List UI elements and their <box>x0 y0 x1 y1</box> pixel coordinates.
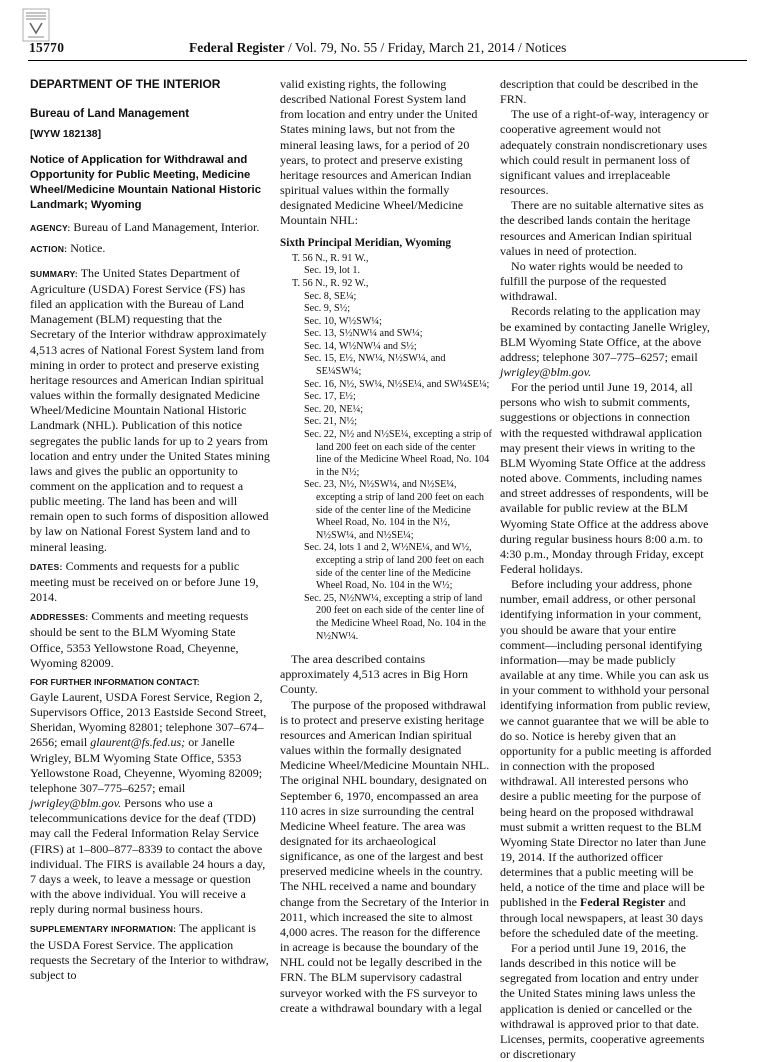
paragraph: There are no suitable alternative sites as the described lands contain the heritage resources and American Indian spiritual values in need of protection. <box>500 198 704 258</box>
summary-section: SUMMARY: The United States Department of Agriculture (USDA) Forest Service (FS) has filed an application with the Bureau of Land Management (BLM) requesting that the Secretary of the Interior withdraw approximately 4,513 acres of National Forest System land from mining in order to protect and preserve existing heritage resources and American Indian spiritual values within the formally designated Medicine Wheel/Medicine Mountain National Historic Landmark (NHL). Publication of this notice segregates the public lands for up to 2 years from location and entry under the United States mining laws and gives the public an opportunity to comment on the application and to request a public meeting. The land has been and will remain open to such forms of disposition allowed by law on National Forest System land and to mineral leasing. <box>30 265 270 554</box>
docket-number: [WYW 182138] <box>30 129 102 141</box>
land-description-item: Sec. 22, N½ and N½SE¼, excepting a strip of land 200 feet on each side of the center line of the Medicine Wheel Road, No. 104 in the N½; <box>304 429 492 478</box>
comments-paragraph: For the period until June 19, 2014, all persons who wish to submit comments, suggestions or objections in connection with the requested withdrawal application may present their views in writing to the BLM Wyoming State Office at the address noted above. Comments, including names and street addresses of respondents, will be available for public review at the BLM Wyoming State Office at the address above during regular business hours 8:00 a.m. to 4:30 p.m., Monday through Friday, except Federal holidays. <box>500 380 709 576</box>
land-description-list <box>280 253 492 643</box>
area-paragraph: The area described contains approximately 4,513 acres in Big Horn County. <box>280 652 469 697</box>
land-description-item: Sec. 25, N½NW¼, excepting a strip of land 200 feet on each side of the center line of the Medicine Wheel Road, No. 104 in the N½NW¼. <box>304 592 486 642</box>
land-description-item: Sec. 24, lots 1 and 2, W½NE¼, and W½, excepting a strip of land 200 feet on each side of the center line of the Medicine Wheel Road, No. 104 in the W½; <box>304 542 485 592</box>
land-description-item: Sec. 8, SE¼; <box>304 290 357 302</box>
action-line: ACTION: Notice. <box>30 240 106 255</box>
supplementary-section: SUPPLEMENTARY INFORMATION: The applicant is the USDA Forest Service. The application requests the Secretary of the Interior to withdraw, subject to <box>30 921 269 982</box>
land-description-item: Sec. 10, W½SW¼; <box>304 315 382 327</box>
publication-name: Federal Register <box>189 40 285 55</box>
dates-section: DATES: Comments and requests for a public meeting must be received on or before June 19, 2014. <box>30 558 259 605</box>
land-description-item: T. 56 N., R. 92 W., <box>292 277 369 289</box>
land-description-item: Sec. 13, S½NW¼ and SW¼; <box>304 328 423 340</box>
meridian-heading: Sixth Principal Meridian, Wyoming <box>280 236 451 249</box>
column-3 <box>500 77 712 1062</box>
running-header <box>189 40 566 56</box>
addresses-section: ADDRESSES: Comments and meeting requests should be sent to the BLM Wyoming State Office, 5353 Yellowstone Road, Cheyenne, Wyoming 82009. <box>30 609 249 670</box>
land-description-item: Sec. 21, N½; <box>304 416 357 428</box>
land-description-item: Sec. 16, N½, SW¼, N½SE¼, and SW¼SE¼; <box>304 378 490 390</box>
land-description-item: Sec. 9, S½; <box>304 303 351 315</box>
purpose-paragraph: The purpose of the proposed withdrawal is to protect and preserve existing heritage resources and American Indian spiritual values within the formally designated Medicine Wheel/Medicine Mountain NHL. The original NHL boundary, designated on September 6, 1970, encompassed an area 110 acres in size surrounding the central Medicine Wheel feature. The area was designated for its archaeological significance, as one of the largest and best preserved medicine wheels in the country. The NHL received a name and boundary change from the Secretary of the Interior in 2011, which increased the site to almost 4,000 acres. The reason for the difference in acreage is because the boundary of the NHL could not be legally described in the FRN. The BLM supervisory cadastral surveyor worked with the FS surveyor to create a withdrawal boundary with a legal <box>280 697 490 1015</box>
email-link[interactable]: glaurent@fs.fed.us; <box>90 735 186 750</box>
agency-line: AGENCY: Bureau of Land Management, Interior. <box>30 220 260 235</box>
land-description-item: Sec. 20, NE¼; <box>304 403 364 415</box>
email-link[interactable]: jwrigley@blm.gov. <box>500 364 592 379</box>
agency-heading: DEPARTMENT OF THE INTERIOR <box>30 77 221 91</box>
column-2 <box>280 77 492 1016</box>
issue-info: / Vol. 79, No. 55 / Friday, March 21, 2014 / Notices <box>284 40 567 55</box>
privacy-paragraph: Before including your address, phone number, email address, or other personal identifying information in your comment, you should be aware that your entire comment—including personal identifying information—may be made publicly available at any time. While you can ask us in your comment to withhold your personal identifying information from public review, we cannot guarantee that we will be able to do so. Notice is hereby given that an opportunity for a public meeting is afforded in connection with the proposed withdrawal. All interested persons who desire a public meeting for the purpose of being heard on the proposed withdrawal must submit a written request to the BLM Wyoming State Director no later than June 19, 2014. If the authorized officer determines that a public meeting will be held, a notice of the time and place will be published in the Federal Register and through local newspapers, at least 30 days before the scheduled date of the meeting. <box>500 577 712 940</box>
land-description-item: Sec. 23, N½, N½SW¼, and N½SE¼, excepting a strip of land 200 feet on each side of the center line of the Medicine Wheel Road, No. 104 in the N½, N½SW¼, and N½SE¼; <box>304 479 485 541</box>
land-description-item: Sec. 14, W½NW¼ and S½; <box>304 340 417 352</box>
contact-heading: FOR FURTHER INFORMATION CONTACT: <box>30 676 200 687</box>
land-description-item: Sec. 19, lot 1. <box>304 265 361 277</box>
bureau-heading: Bureau of Land Management <box>30 107 190 121</box>
land-description-item: T. 56 N., R. 91 W., <box>292 252 369 264</box>
page-number: 15770 <box>29 40 65 55</box>
land-description-item: Sec. 17, E½; <box>304 391 356 403</box>
gpo-authenticated-seal-icon <box>22 8 50 42</box>
contact-section: Gayle Laurent, USDA Forest Service, Region 2, Supervisors Office, 2013 Eastside Second Street, Sheridan, Wyoming 82801; telephone 307–674–2656; email glaurent@fs.fed.us; or Janelle Wrigley, BLM Wyoming State Office, 5353 Yellowstone Road, Cheyenne, Wyoming 82009; telephone 307–775–6257; email jwrigley@blm.gov. Persons who use a telecommunications device for the deaf (TDD) may call the Federal Information Relay Service (FIRS) at 1–800–877–8339 to contact the above individual. The FIRS is available 24 hours a day, 7 days a week, to leave a message or question with the above individual. You will receive a reply during normal business hours. <box>30 690 267 917</box>
segregation-paragraph: For a period until June 19, 2016, the lands described in this notice will be segregated from location and entry under the United States mining laws unless the application is denied or cancelled or the withdrawal is approved prior to that date. Licenses, permits, cooperative agreements or discretionary <box>500 940 705 1061</box>
document-title: Notice of Application for Withdrawal and Opportunity for Public Meeting, Medicine Wheel/Medicine Mountain National Historic Landmark; Wyoming <box>30 154 261 212</box>
land-description-item: Sec. 15, E½, NW¼, N½SW¼, and SE¼SW¼; <box>304 353 446 378</box>
records-paragraph: Records relating to the application may be examined by contacting Janelle Wrigley, BLM Wyoming State Office, at the above address; telephone 307–775–6257; email jwrigley@blm.gov. <box>500 304 710 379</box>
paragraph: No water rights would be needed to fulfill the purpose of the requested withdrawal. <box>500 258 683 304</box>
paragraph: description that could be described in the FRN. <box>500 77 699 107</box>
email-link[interactable]: jwrigley@blm.gov. <box>30 796 122 811</box>
column-1 <box>30 77 270 983</box>
withdrawal-intro: valid existing rights, the following described National Forest System land from location and entry under the United States mining laws, but not from the mineral leasing laws, for a period of 20 years, to protect and preserve existing heritage resources and American Indian spiritual values within the formally designated Medicine Wheel/Medicine Mountain NHL: <box>280 77 478 228</box>
paragraph: The use of a right-of-way, interagency or cooperative agreement would not adequately constrain nondiscretionary uses which could result in permanent loss of significant values and irreplaceable resources. <box>500 107 709 198</box>
header-rule <box>28 60 747 61</box>
